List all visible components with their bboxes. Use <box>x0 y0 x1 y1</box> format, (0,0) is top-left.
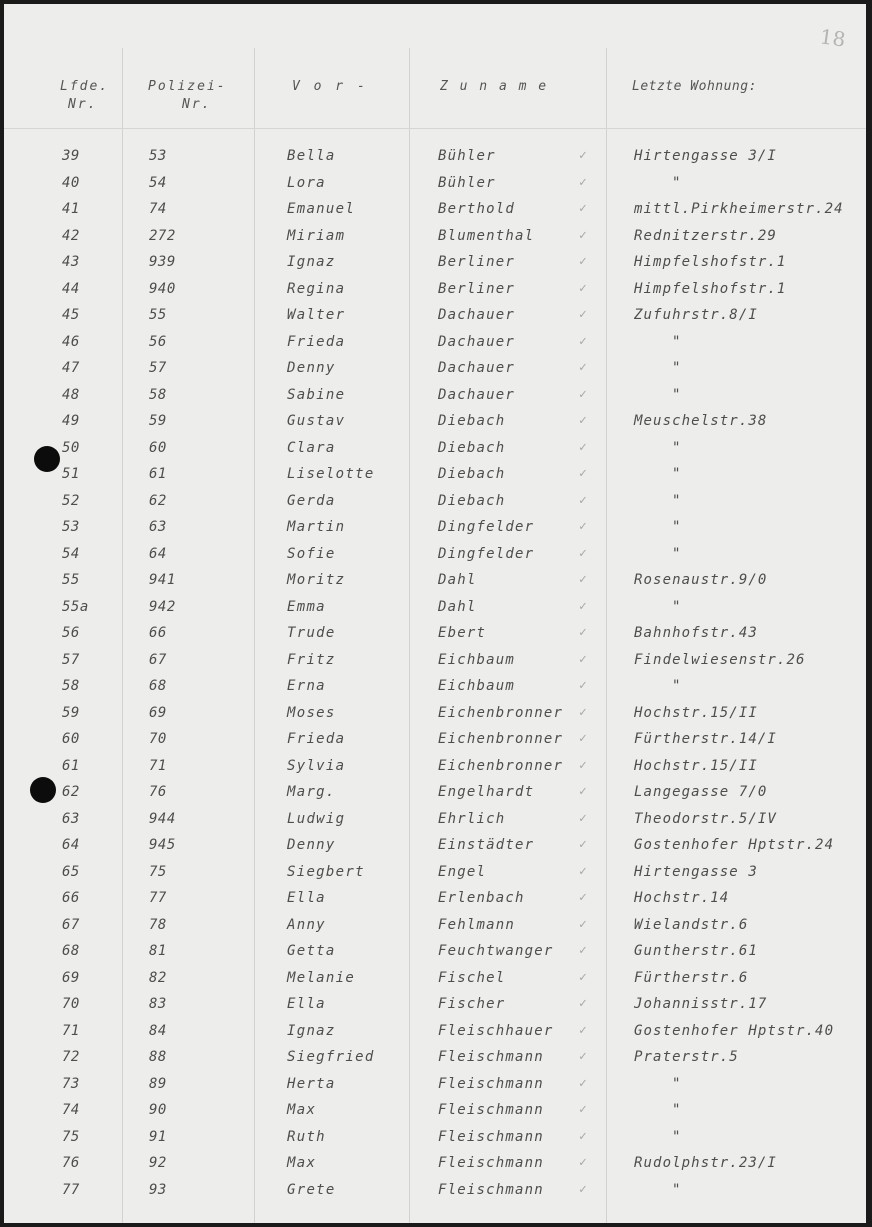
table-row <box>4 913 866 939</box>
lfd-cell: 69 <box>62 969 80 986</box>
polizei-nr-cell: 89 <box>149 1075 167 1092</box>
header-polizei-nr: Polizei- Nr. <box>148 79 227 112</box>
vorname-cell: Denny <box>287 360 336 376</box>
zuname-cell: Diebach <box>438 466 506 482</box>
lfd-cell: 47 <box>62 360 80 376</box>
vorname-cell: Denny <box>287 837 336 853</box>
zuname-cell: Fischer <box>438 996 506 1012</box>
zuname-cell: Berliner <box>438 280 516 297</box>
table-row <box>4 250 866 276</box>
vorname-cell: Regina <box>287 280 346 297</box>
polizei-nr-cell: 76 <box>149 784 167 800</box>
lfd-cell: 58 <box>62 678 80 694</box>
table-row <box>4 1098 866 1124</box>
wohnung-cell: " <box>672 1128 682 1145</box>
table-row <box>4 144 866 170</box>
zuname-cell: Feuchtwanger <box>438 943 554 959</box>
table-row <box>4 224 866 250</box>
wohnung-cell: " <box>672 1102 682 1118</box>
polizei-nr-cell: 56 <box>149 333 167 350</box>
polizei-nr-cell: 62 <box>149 492 167 509</box>
vorname-cell: Anny <box>287 916 326 933</box>
table-row <box>4 383 866 409</box>
page-number-mark: 18 <box>818 24 847 52</box>
lfd-cell: 72 <box>62 1049 80 1065</box>
check-mark: ✓ <box>579 492 588 508</box>
lfd-cell: 73 <box>62 1075 80 1092</box>
lfd-cell: 49 <box>62 413 80 429</box>
check-mark: ✓ <box>579 1049 588 1064</box>
header-lfd-nr: Lfde. Nr. <box>60 79 110 112</box>
polizei-nr-cell: 53 <box>149 148 167 164</box>
table-row <box>4 515 866 541</box>
zuname-cell: Fehlmann <box>438 916 516 933</box>
table-row <box>4 1019 866 1045</box>
vorname-cell: Marg. <box>287 784 336 800</box>
polizei-nr-cell: 942 <box>149 598 176 615</box>
check-mark: ✓ <box>579 1022 588 1038</box>
table-row <box>4 1072 866 1098</box>
vorname-cell: Getta <box>287 943 336 959</box>
wohnung-cell: " <box>672 492 682 509</box>
wohnung-cell: Johannisstr.17 <box>634 996 768 1012</box>
check-mark: ✓ <box>579 280 588 296</box>
wohnung-cell: " <box>672 466 682 482</box>
polizei-nr-cell: 84 <box>149 1022 167 1039</box>
vorname-cell: Liselotte <box>287 466 375 482</box>
check-mark: ✓ <box>579 1181 588 1197</box>
table-row <box>4 727 866 753</box>
vorname-cell: Gustav <box>287 413 346 429</box>
check-mark: ✓ <box>579 545 588 561</box>
wohnung-cell: Bahnhofstr.43 <box>634 625 758 641</box>
vorname-cell: Ella <box>287 996 326 1012</box>
lfd-cell: 77 <box>62 1181 80 1198</box>
wohnung-cell: mittl.Pirkheimerstr.24 <box>634 201 844 217</box>
table-row <box>4 1045 866 1071</box>
zuname-cell: Dahl <box>438 572 477 588</box>
punch-hole <box>34 446 60 472</box>
vorname-cell: Herta <box>287 1075 336 1092</box>
table-row <box>4 462 866 488</box>
zuname-cell: Engel <box>438 863 487 880</box>
wohnung-cell: " <box>672 174 682 191</box>
lfd-cell: 42 <box>62 227 80 244</box>
lfd-cell: 54 <box>62 545 80 562</box>
vorname-cell: Miriam <box>287 227 346 244</box>
vorname-cell: Ella <box>287 890 326 906</box>
check-mark: ✓ <box>579 757 588 773</box>
vorname-cell: Max <box>287 1102 317 1118</box>
vorname-cell: Ignaz <box>287 1022 336 1039</box>
check-mark: ✓ <box>579 333 588 349</box>
zuname-cell: Fischel <box>438 969 506 986</box>
zuname-cell: Dahl <box>438 598 477 615</box>
wohnung-cell: " <box>672 1181 682 1198</box>
polizei-nr-cell: 69 <box>149 704 167 721</box>
polizei-nr-cell: 54 <box>149 174 167 191</box>
zuname-cell: Bühler <box>438 148 496 164</box>
lfd-cell: 68 <box>62 943 80 959</box>
check-mark: ✓ <box>579 651 588 667</box>
check-mark: ✓ <box>579 386 588 402</box>
polizei-nr-cell: 92 <box>149 1155 167 1171</box>
check-mark: ✓ <box>579 863 588 879</box>
wohnung-cell: " <box>672 386 682 403</box>
table-row <box>4 489 866 515</box>
table-row <box>4 674 866 700</box>
zuname-cell: Fleischmann <box>438 1075 544 1092</box>
lfd-cell: 53 <box>62 519 80 535</box>
wohnung-cell: Hochstr.14 <box>634 890 730 906</box>
lfd-cell: 65 <box>62 863 80 880</box>
zuname-cell: Diebach <box>438 439 506 456</box>
table-row <box>4 939 866 965</box>
polizei-nr-cell: 61 <box>149 466 167 482</box>
lfd-cell: 59 <box>62 704 80 721</box>
vorname-cell: Erna <box>287 678 326 694</box>
polizei-nr-cell: 74 <box>149 201 167 217</box>
polizei-nr-cell: 71 <box>149 757 167 774</box>
header-letzte-wohnung: Letzte Wohnung: <box>632 79 757 94</box>
vorname-cell: Ignaz <box>287 254 336 270</box>
wohnung-cell: Hirtengasse 3/I <box>634 148 777 164</box>
check-mark: ✓ <box>579 1155 588 1170</box>
lfd-cell: 74 <box>62 1102 80 1118</box>
lfd-cell: 52 <box>62 492 80 509</box>
polizei-nr-cell: 67 <box>149 651 167 668</box>
wohnung-cell: Hochstr.15/II <box>634 704 758 721</box>
check-mark: ✓ <box>579 810 588 826</box>
vorname-cell: Emanuel <box>287 201 356 217</box>
table-row <box>4 807 866 833</box>
polizei-nr-cell: 272 <box>149 227 176 244</box>
table-row <box>4 754 866 780</box>
lfd-cell: 57 <box>62 651 80 668</box>
polizei-nr-cell: 58 <box>149 386 167 403</box>
table-row <box>4 621 866 647</box>
table-row <box>4 595 866 621</box>
zuname-cell: Fleischhauer <box>438 1022 554 1039</box>
vorname-cell: Walter <box>287 307 346 323</box>
vorname-cell: Trude <box>287 625 336 641</box>
zuname-cell: Berliner <box>438 254 516 270</box>
zuname-cell: Diebach <box>438 492 506 509</box>
lfd-cell: 67 <box>62 916 80 933</box>
wohnung-cell: Wielandstr.6 <box>634 916 749 933</box>
wohnung-cell: Zufuhrstr.8/I <box>634 307 758 323</box>
lfd-cell: 62 <box>62 784 80 800</box>
table-row <box>4 436 866 462</box>
vorname-cell: Siegfried <box>287 1049 375 1065</box>
wohnung-cell: Rosenaustr.9/0 <box>634 572 768 588</box>
zuname-cell: Eichenbronner <box>438 757 564 774</box>
check-mark: ✓ <box>579 174 588 190</box>
zuname-cell: Dingfelder <box>438 545 535 562</box>
wohnung-cell: Rednitzerstr.29 <box>634 227 777 244</box>
vorname-cell: Sabine <box>287 386 346 403</box>
vorname-cell: Max <box>287 1155 317 1171</box>
wohnung-cell: Fürtherstr.14/I <box>634 731 777 747</box>
polizei-nr-cell: 57 <box>149 360 167 376</box>
check-mark: ✓ <box>579 784 588 799</box>
zuname-cell: Berthold <box>438 201 516 217</box>
wohnung-cell: Meuschelstr.38 <box>634 413 768 429</box>
zuname-cell: Dachauer <box>438 333 516 350</box>
vorname-cell: Sylvia <box>287 757 346 774</box>
lfd-cell: 40 <box>62 174 80 191</box>
vorname-cell: Emma <box>287 598 326 615</box>
vorname-cell: Grete <box>287 1181 336 1198</box>
lfd-cell: 55a <box>62 598 89 615</box>
polizei-nr-cell: 93 <box>149 1181 167 1198</box>
polizei-nr-cell: 59 <box>149 413 167 429</box>
table-row <box>4 409 866 435</box>
wohnung-cell: Hochstr.15/II <box>634 757 758 774</box>
table-row <box>4 303 866 329</box>
header-divider <box>4 128 866 129</box>
vorname-cell: Moses <box>287 704 336 721</box>
wohnung-cell: Himpfelshofstr.1 <box>634 280 787 297</box>
check-mark: ✓ <box>579 1128 588 1144</box>
zuname-cell: Einstädter <box>438 837 535 853</box>
check-mark: ✓ <box>579 1102 588 1117</box>
vorname-cell: Ludwig <box>287 810 346 827</box>
vorname-cell: Melanie <box>287 969 356 986</box>
polizei-nr-cell: 940 <box>149 280 176 297</box>
table-row <box>4 860 866 886</box>
check-mark: ✓ <box>579 625 588 640</box>
zuname-cell: Fleischmann <box>438 1049 544 1065</box>
polizei-nr-cell: 66 <box>149 625 167 641</box>
check-mark: ✓ <box>579 969 588 985</box>
zuname-cell: Fleischmann <box>438 1181 544 1198</box>
table-row <box>4 1151 866 1177</box>
lfd-cell: 70 <box>62 996 80 1012</box>
lfd-cell: 39 <box>62 148 80 164</box>
lfd-cell: 43 <box>62 254 80 270</box>
wohnung-cell: " <box>672 678 682 694</box>
wohnung-cell: " <box>672 598 682 615</box>
polizei-nr-cell: 91 <box>149 1128 167 1145</box>
vorname-cell: Frieda <box>287 333 346 350</box>
check-mark: ✓ <box>579 307 588 322</box>
vorname-cell: Sofie <box>287 545 336 562</box>
lfd-cell: 50 <box>62 439 80 456</box>
lfd-cell: 60 <box>62 731 80 747</box>
vorname-cell: Fritz <box>287 651 336 668</box>
polizei-nr-cell: 63 <box>149 519 167 535</box>
zuname-cell: Dachauer <box>438 386 516 403</box>
check-mark: ✓ <box>579 678 588 693</box>
table-row <box>4 701 866 727</box>
vorname-cell: Moritz <box>287 572 346 588</box>
check-mark: ✓ <box>579 519 588 534</box>
lfd-cell: 75 <box>62 1128 80 1145</box>
lfd-cell: 71 <box>62 1022 80 1039</box>
table-row <box>4 568 866 594</box>
lfd-cell: 46 <box>62 333 80 350</box>
lfd-cell: 63 <box>62 810 80 827</box>
zuname-cell: Ebert <box>438 625 487 641</box>
zuname-cell: Diebach <box>438 413 506 429</box>
table-row <box>4 542 866 568</box>
zuname-cell: Engelhardt <box>438 784 535 800</box>
lfd-cell: 55 <box>62 572 80 588</box>
zuname-cell: Bühler <box>438 174 496 191</box>
wohnung-cell: " <box>672 545 682 562</box>
check-mark: ✓ <box>579 148 588 163</box>
wohnung-cell: Himpfelshofstr.1 <box>634 254 787 270</box>
vorname-cell: Siegbert <box>287 863 365 880</box>
polizei-nr-cell: 60 <box>149 439 167 456</box>
check-mark: ✓ <box>579 201 588 216</box>
vorname-cell: Frieda <box>287 731 346 747</box>
wohnung-cell: Praterstr.5 <box>634 1049 739 1065</box>
zuname-cell: Dachauer <box>438 360 516 376</box>
zuname-cell: Dingfelder <box>438 519 535 535</box>
polizei-nr-cell: 55 <box>149 307 167 323</box>
wohnung-cell: " <box>672 1075 682 1092</box>
zuname-cell: Erlenbach <box>438 890 525 906</box>
polizei-nr-cell: 70 <box>149 731 167 747</box>
polizei-nr-cell: 68 <box>149 678 167 694</box>
check-mark: ✓ <box>579 572 588 587</box>
polizei-nr-cell: 75 <box>149 863 167 880</box>
check-mark: ✓ <box>579 890 588 905</box>
polizei-nr-cell: 82 <box>149 969 167 986</box>
zuname-cell: Blumenthal <box>438 227 535 244</box>
zuname-cell: Fleischmann <box>438 1128 544 1145</box>
check-mark: ✓ <box>579 413 588 428</box>
wohnung-cell: " <box>672 360 682 376</box>
table-row <box>4 966 866 992</box>
zuname-cell: Ehrlich <box>438 810 506 827</box>
punch-hole <box>30 777 56 803</box>
wohnung-cell: Theodorstr.5/IV <box>634 810 777 827</box>
check-mark: ✓ <box>579 227 588 243</box>
table-row <box>4 277 866 303</box>
lfd-cell: 48 <box>62 386 80 403</box>
lfd-cell: 45 <box>62 307 80 323</box>
lfd-cell: 76 <box>62 1155 80 1171</box>
check-mark: ✓ <box>579 360 588 375</box>
table-row <box>4 833 866 859</box>
wohnung-cell: Langegasse 7/0 <box>634 784 768 800</box>
polizei-nr-cell: 90 <box>149 1102 167 1118</box>
check-mark: ✓ <box>579 996 588 1011</box>
zuname-cell: Fleischmann <box>438 1102 544 1118</box>
polizei-nr-cell: 81 <box>149 943 167 959</box>
wohnung-cell: Guntherstr.61 <box>634 943 758 959</box>
polizei-nr-cell: 78 <box>149 916 167 933</box>
vorname-cell: Martin <box>287 519 346 535</box>
lfd-cell: 61 <box>62 757 80 774</box>
lfd-cell: 41 <box>62 201 80 217</box>
zuname-cell: Eichenbronner <box>438 731 564 747</box>
polizei-nr-cell: 88 <box>149 1049 167 1065</box>
polizei-nr-cell: 64 <box>149 545 167 562</box>
table-row <box>4 886 866 912</box>
polizei-nr-cell: 941 <box>149 572 176 588</box>
wohnung-cell: Gostenhofer Hptstr.24 <box>634 837 835 853</box>
lfd-cell: 66 <box>62 890 80 906</box>
table-row <box>4 171 866 197</box>
check-mark: ✓ <box>579 1075 588 1091</box>
zuname-cell: Eichbaum <box>438 678 516 694</box>
table-row <box>4 1125 866 1151</box>
wohnung-cell: Hirtengasse 3 <box>634 863 758 880</box>
polizei-nr-cell: 939 <box>149 254 176 270</box>
check-mark: ✓ <box>579 943 588 958</box>
zuname-cell: Fleischmann <box>438 1155 544 1171</box>
document-page <box>4 4 866 1223</box>
check-mark: ✓ <box>579 466 588 481</box>
vorname-cell: Gerda <box>287 492 336 509</box>
table-row <box>4 330 866 356</box>
table-row <box>4 780 866 806</box>
table-row <box>4 648 866 674</box>
table-row <box>4 1178 866 1204</box>
table-row <box>4 992 866 1018</box>
wohnung-cell: Findelwiesenstr.26 <box>634 651 806 668</box>
check-mark: ✓ <box>579 916 588 932</box>
lfd-cell: 64 <box>62 837 80 853</box>
vorname-cell: Lora <box>287 174 326 191</box>
polizei-nr-cell: 83 <box>149 996 167 1012</box>
vorname-cell: Bella <box>287 148 336 164</box>
wohnung-cell: " <box>672 333 682 350</box>
check-mark: ✓ <box>579 837 588 852</box>
wohnung-cell: " <box>672 519 682 535</box>
wohnung-cell: " <box>672 439 682 456</box>
polizei-nr-cell: 77 <box>149 890 167 906</box>
zuname-cell: Eichbaum <box>438 651 516 668</box>
check-mark: ✓ <box>579 704 588 720</box>
wohnung-cell: Gostenhofer Hptstr.40 <box>634 1022 835 1039</box>
vorname-cell: Clara <box>287 439 336 456</box>
table-row <box>4 197 866 223</box>
lfd-cell: 56 <box>62 625 80 641</box>
check-mark: ✓ <box>579 254 588 269</box>
check-mark: ✓ <box>579 731 588 746</box>
table-row <box>4 356 866 382</box>
header-vorname: V o r - <box>292 79 368 94</box>
header-zuname: Z u n a m e <box>440 79 549 94</box>
vorname-cell: Ruth <box>287 1128 326 1145</box>
zuname-cell: Eichenbronner <box>438 704 564 721</box>
lfd-cell: 44 <box>62 280 80 297</box>
lfd-cell: 51 <box>62 466 80 482</box>
polizei-nr-cell: 944 <box>149 810 176 827</box>
check-mark: ✓ <box>579 598 588 614</box>
check-mark: ✓ <box>579 439 588 455</box>
polizei-nr-cell: 945 <box>149 837 176 853</box>
wohnung-cell: Rudolphstr.23/I <box>634 1155 777 1171</box>
zuname-cell: Dachauer <box>438 307 516 323</box>
wohnung-cell: Fürtherstr.6 <box>634 969 749 986</box>
